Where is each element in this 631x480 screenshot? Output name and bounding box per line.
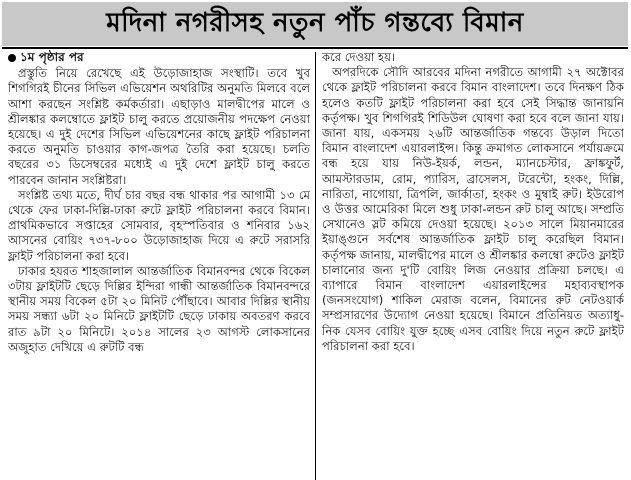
headline-rule (2, 47, 628, 49)
continued-marker (8, 50, 310, 65)
continued-from: ১ম পৃষ্ঠার পর (20, 50, 84, 64)
left-paragraph-3: ঢাকার হযরত শাহজালাল আন্তর্জাতিক বিমানবন্দর থেকে বিকেল ৩টায় ফ্লাইটটি ছেড়ে দিল্লির ইন্দিরা গান্ধী আন্তর্জাতিক বিমানবন্দরে স্থানীয় সময় বিকেল ৫টা ২০ মিনিট পৌঁছাবে। আবার দিল্লির স্থানীয় সময় সন্ধ্যা ৬টা ২০ মিনিটে ফ্লাইটটি ছেড়ে ঢাকায় অবতরণ করবে রাত ৯টা ২০ মিনিটে। ২০১৪ সালের ২৩ আগস্ট লোকসানের অজুহাত দেখিয়ে এ রুটটি বন্ধ (8, 263, 310, 354)
column-divider (315, 52, 316, 480)
left-paragraph-2: সংশ্লিষ্ট তথ্য মতে, দীর্ঘ চার বছর বন্ধ থাকার পর আগামী ১৩ মে থেকে ফের ঢাকা-দিল্লি-ঢাকা রুটে ফ্লাইট পরিচালনা করবে বিমান। প্রাথমিকভাবে সপ্তাহের সোমবার, বৃহস্পতিবার ও শনিবার ১৬২ আসনের বোয়িং ৭৩৭-৮০০ উড়োজাহাজ দিয়ে এ রুটে সরাসরি ফ্লাইট পরিচালনা করা হবে। (8, 187, 310, 263)
left-column (8, 50, 310, 480)
left-paragraph-1: প্রস্তুতি নিয়ে রেখেছে এই উড়োজাহাজ সংস্থাটি। তবে খুব শিগগিরই চীনের সিভিল এভিয়েশন অথরিটির অনুমতি মিলবে বলে আশা করছেন সংশ্লিষ্ট কর্মকর্তারা। এছাড়াও মালদ্বীপের মালে ও শ্রীলঙ্কার কলম্বোতে ফ্লাইট চালু করতে প্রয়োজনীয় পদক্ষেপ নেওয়া হয়েছে। এ দুই দেশের সিভিল এভিয়েশনের কাছে ফ্লাইট পরিচালনা করতে অনুমতি চাওয়ার কাগ-জপত্র তৈরি করা হয়েছে। চলতি বছরের ৩১ ডিসেম্বরের মধ্যেই এ দুই দেশে ফ্লাইট চালু করতে পারবেন জানান সংশ্লিষ্টরা। (8, 66, 310, 187)
bullet-icon (8, 54, 16, 62)
right-paragraph-1: করে দেওয়া হয়। (322, 50, 396, 64)
right-column (322, 50, 624, 480)
headline-bar (2, 2, 628, 46)
right-paragraph-2: অপরদিকে সৌদি আরবের মদিনা নগরীতে আগামী ২৭ অক্টোবর থেকে ফ্লাইট পরিচালনা করবে বিমান বাংলাদেশ। তবে দিনক্ষণ ঠিক হলেও কতটি ফ্লাইট পরিচালনা করা হবে সেই সিদ্ধান্ত জানায়নি কর্তৃপক্ষ। খুব শিগগিরই শিডিউল ঘোষণা করা হবে বলে জানা যায়। জানা যায়, একসময় ২৬টি আন্তর্জাতিক গন্তব্যে উড়াল দিতো বিমান বাংলাদেশ এয়ারলাইন্স। কিন্তু ক্রমাগত লোকসানে পর্যায়ক্রমে বন্ধ হয়ে যায় নিউ-ইয়র্ক, লন্ডন, ম্যানচেস্টার, ফ্রাঙ্কফুর্ট, আমস্টারডাম, রোম, প্যারিস, ব্রাসেলস, টরেন্টো, হংকং, দিল্লি, নারিতা, নাগোয়া, ত্রিপলি, জার্কাতা, হংকং ও মুম্বাই রুট। ইউরোপ ও উত্তর আমেরিকা মিলে শুধু ঢাকা-লন্ডন রুট চালু আছে। সম্প্রতি সেখানেও স্লট কমিয়ে দেওয়া হয়েছে। ২০১৩ সালে মিয়ানমারের ইয়াঙ্গুনে সর্বশেষ আন্তর্জাতিক ফ্লাইট চালু করেছিল বিমান। কর্তৃপক্ষ জানায়, মালদ্বীপের মালে ও শ্রীলঙ্কার কলম্বো রুটেও ফ্লাইট চালানোর জন্য দু'টি বোয়িং লিজ নেওয়ার প্রক্রিয়া চলছে। এ ব্যাপারে বিমান বাংলাদেশ এয়ারলাইন্সের মহাব্যবস্থাপক (জনসংযোগ) শাকিল মেরাজ বলেন, বিমানের রুট নেটওয়ার্ক সম্প্রসারণের উদ্যোগ নেওয়া হয়েছে। বিমানে প্রতিনিয়ত অত্যাধু-নিক যেসব বোয়িং যুক্ত হচ্ছে এসব বোয়িং দিয়ে নতুন রুটে ফ্লাইট পরিচালনা করা হবে। (322, 65, 624, 353)
headline: মদিনা নগরীসহ নতুন পাঁচ গন্তব্যে বিমান (106, 8, 524, 38)
